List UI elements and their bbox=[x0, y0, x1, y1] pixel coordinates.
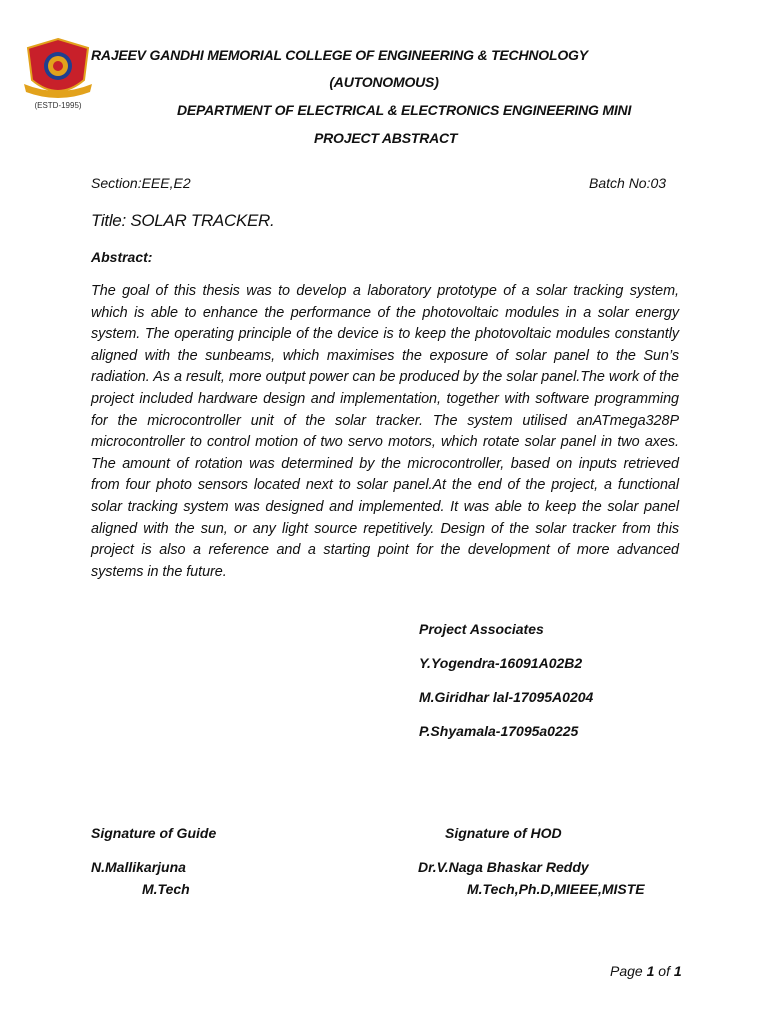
page-word: Page bbox=[610, 963, 647, 979]
abstract-body: The goal of this thesis was to develop a laboratory prototype of a solar tracking system, which is able to enhance the performance of the photovoltaic modules in a solar energy system. The operating principle of the device is to keep the photovoltaic modules constantly aligned with the sunbeams, which maximises the exposure of solar panel to the Sun’s radiation. As a result, more output power can be produced by the solar panel.The work of the project included hardware design and implementation, together with software programming for the microcontroller unit of the solar tracker. The system utilised anATmega328P microcontroller to control motion of two servo motors, which rotate solar panel in two axes. The amount of rotation was determined by the microcontroller, based on inputs retrieved from four photo sensors located next to solar panel.At the end of the project, a functional solar tracking system was designed and implemented. It was able to keep the solar panel aligned with the sun, or any light source repetitively. Design of the solar tracker from this project is also a reference and a starting point for the development of more advanced systems in the future. bbox=[91, 283, 679, 580]
associate-member: M.Giridhar lal-17095A0204 bbox=[419, 689, 594, 705]
autonomous-heading bbox=[0, 74, 768, 90]
guide-degree: M.Tech bbox=[142, 881, 190, 897]
page-total: 1 bbox=[673, 963, 682, 979]
hod-degree: M.Tech,Ph.D,MIEEE,MISTE bbox=[467, 881, 645, 897]
hod-name: Dr.V.Naga Bhaskar Reddy bbox=[418, 859, 589, 875]
page-number bbox=[610, 963, 682, 979]
associate-member: Y.Yogendra-16091A02B2 bbox=[419, 655, 583, 671]
abstract-heading: Abstract: bbox=[91, 249, 153, 265]
document-type-heading: PROJECT ABSTRACT bbox=[314, 130, 458, 146]
hod-signature-label: Signature of HOD bbox=[445, 825, 562, 841]
page-current: 1 bbox=[646, 963, 655, 979]
college-name-heading: RAJEEV GANDHI MEMORIAL COLLEGE OF ENGINEERING & TECHNOLOGY bbox=[91, 47, 588, 63]
associate-member: P.Shyamala-17095a0225 bbox=[419, 723, 579, 739]
batch-number: Batch No:03 bbox=[589, 175, 667, 191]
associates-heading: Project Associates bbox=[419, 621, 544, 637]
section-label: Section:EEE,E2 bbox=[91, 175, 191, 191]
logo-estd-text: (ESTD-1995) bbox=[34, 101, 82, 110]
project-title: Title: SOLAR TRACKER. bbox=[91, 211, 275, 230]
guide-name: N.Mallikarjuna bbox=[91, 859, 186, 875]
department-heading: DEPARTMENT OF ELECTRICAL & ELECTRONICS ENGINEERING MINI bbox=[177, 102, 632, 118]
autonomous-text: (AUTONOMOUS) bbox=[329, 74, 439, 90]
page-of-word: of bbox=[654, 963, 674, 979]
guide-signature-label: Signature of Guide bbox=[91, 825, 217, 841]
